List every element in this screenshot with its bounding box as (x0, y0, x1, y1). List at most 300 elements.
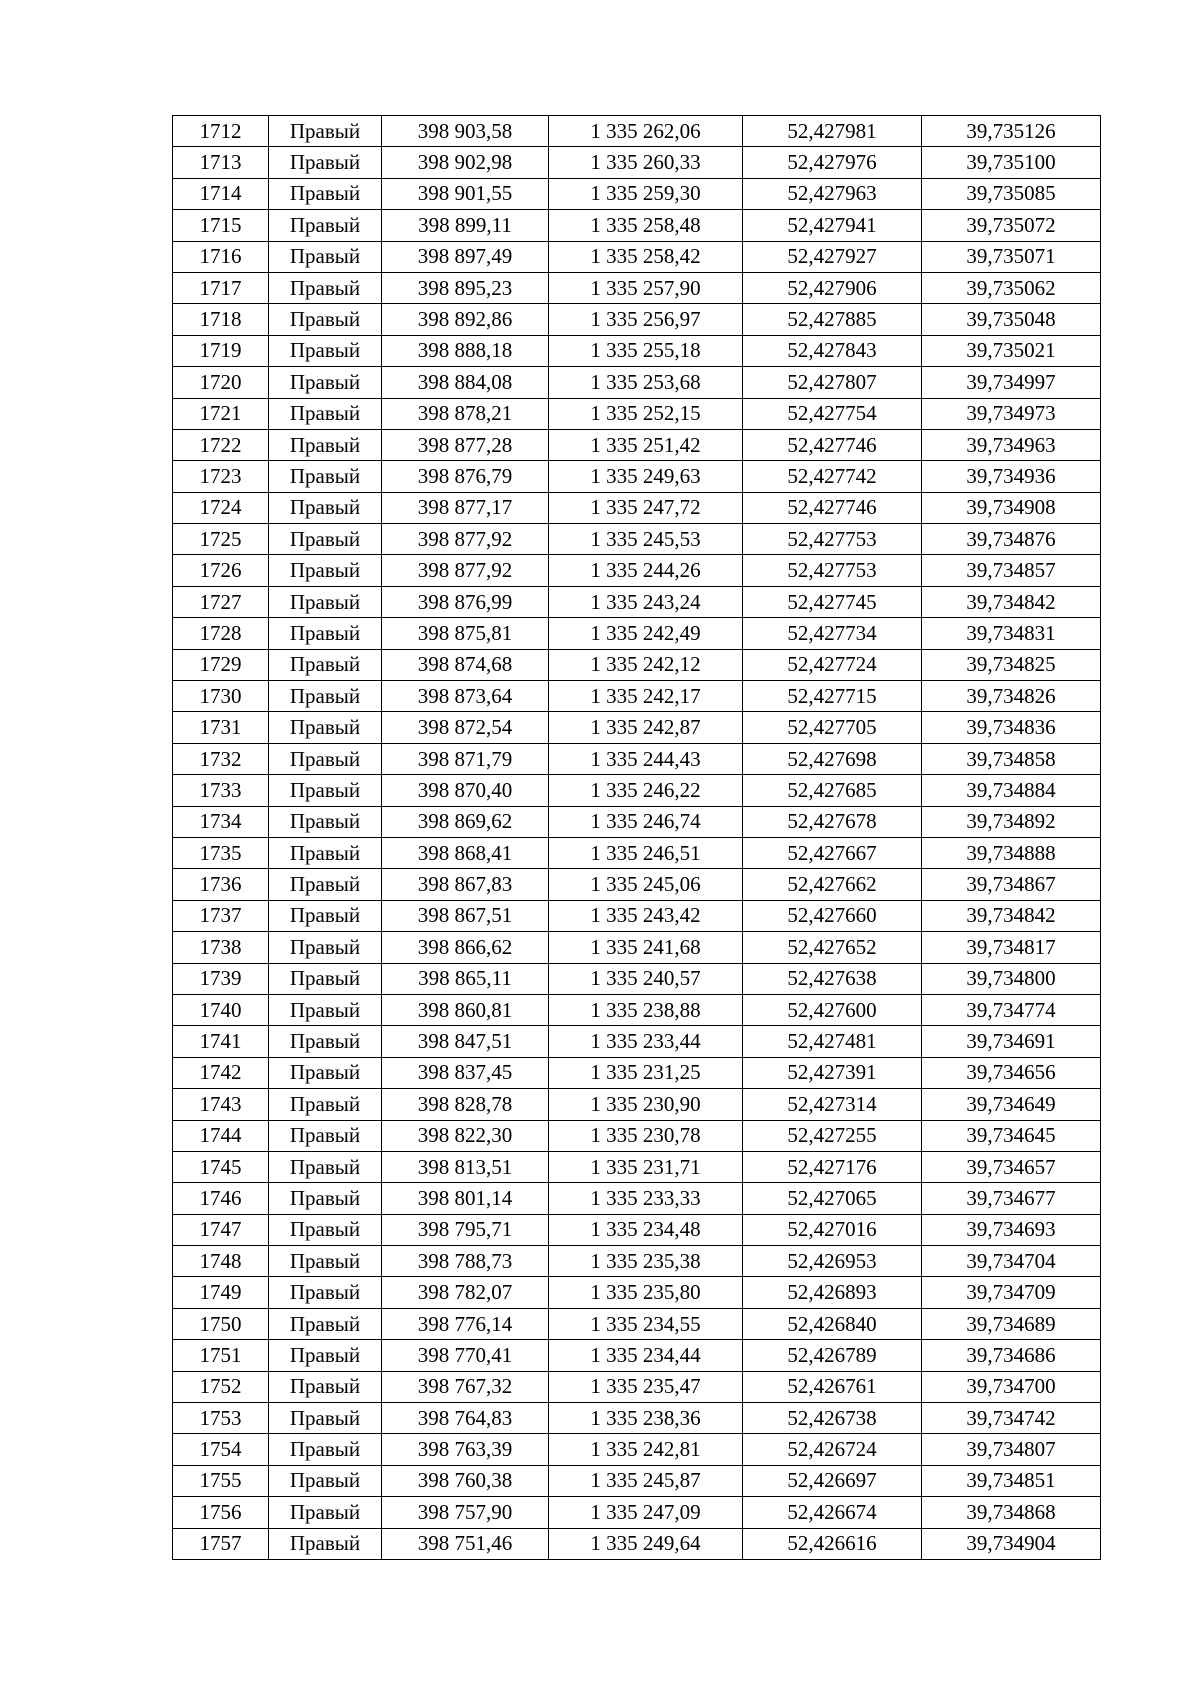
longitude-cell: 39,734689 (922, 1308, 1101, 1339)
latitude-cell: 52,427941 (743, 210, 922, 241)
x-coordinate-cell: 398 888,18 (382, 335, 549, 366)
side-cell: Правый (269, 147, 382, 178)
y-coordinate-cell: 1 335 246,22 (549, 775, 743, 806)
point-number-cell: 1749 (173, 1277, 269, 1308)
latitude-cell: 52,427976 (743, 147, 922, 178)
y-coordinate-cell: 1 335 244,26 (549, 555, 743, 586)
x-coordinate-cell: 398 867,51 (382, 900, 549, 931)
side-cell: Правый (269, 1120, 382, 1151)
longitude-cell: 39,734825 (922, 649, 1101, 680)
table-row (173, 147, 1101, 178)
latitude-cell: 52,427176 (743, 1151, 922, 1182)
longitude-cell: 39,734973 (922, 398, 1101, 429)
table-row (173, 994, 1101, 1025)
side-cell: Правый (269, 116, 382, 147)
x-coordinate-cell: 398 764,83 (382, 1403, 549, 1434)
longitude-cell: 39,734774 (922, 994, 1101, 1025)
longitude-cell: 39,734858 (922, 743, 1101, 774)
table-row (173, 1277, 1101, 1308)
point-number-cell: 1752 (173, 1371, 269, 1402)
table-row (173, 681, 1101, 712)
point-number-cell: 1724 (173, 492, 269, 523)
latitude-cell: 52,426616 (743, 1528, 922, 1559)
point-number-cell: 1729 (173, 649, 269, 680)
x-coordinate-cell: 398 892,86 (382, 304, 549, 335)
table-row (173, 837, 1101, 868)
table-row (173, 1340, 1101, 1371)
longitude-cell: 39,734908 (922, 492, 1101, 523)
side-cell: Правый (269, 1026, 382, 1057)
table-row (173, 743, 1101, 774)
y-coordinate-cell: 1 335 244,43 (549, 743, 743, 774)
longitude-cell: 39,735126 (922, 116, 1101, 147)
table-row (173, 586, 1101, 617)
latitude-cell: 52,427685 (743, 775, 922, 806)
y-coordinate-cell: 1 335 253,68 (549, 367, 743, 398)
x-coordinate-cell: 398 871,79 (382, 743, 549, 774)
side-cell: Правый (269, 272, 382, 303)
y-coordinate-cell: 1 335 233,44 (549, 1026, 743, 1057)
table-row (173, 1465, 1101, 1496)
table-row (173, 524, 1101, 555)
point-number-cell: 1740 (173, 994, 269, 1025)
y-coordinate-cell: 1 335 240,57 (549, 963, 743, 994)
side-cell: Правый (269, 1308, 382, 1339)
table-row (173, 492, 1101, 523)
y-coordinate-cell: 1 335 238,36 (549, 1403, 743, 1434)
latitude-cell: 52,427314 (743, 1089, 922, 1120)
longitude-cell: 39,734677 (922, 1183, 1101, 1214)
x-coordinate-cell: 398 757,90 (382, 1497, 549, 1528)
table-row (173, 1308, 1101, 1339)
point-number-cell: 1731 (173, 712, 269, 743)
point-number-cell: 1730 (173, 681, 269, 712)
side-cell: Правый (269, 1151, 382, 1182)
table-row (173, 1246, 1101, 1277)
table-row (173, 1497, 1101, 1528)
y-coordinate-cell: 1 335 262,06 (549, 116, 743, 147)
latitude-cell: 52,427715 (743, 681, 922, 712)
longitude-cell: 39,734693 (922, 1214, 1101, 1245)
table-row (173, 1183, 1101, 1214)
side-cell: Правый (269, 492, 382, 523)
y-coordinate-cell: 1 335 251,42 (549, 429, 743, 460)
longitude-cell: 39,734800 (922, 963, 1101, 994)
latitude-cell: 52,427660 (743, 900, 922, 931)
table-row (173, 963, 1101, 994)
latitude-cell: 52,426674 (743, 1497, 922, 1528)
side-cell: Правый (269, 1434, 382, 1465)
x-coordinate-cell: 398 751,46 (382, 1528, 549, 1559)
table-row (173, 1371, 1101, 1402)
latitude-cell: 52,427705 (743, 712, 922, 743)
table-row (173, 304, 1101, 335)
table-row (173, 367, 1101, 398)
point-number-cell: 1728 (173, 618, 269, 649)
x-coordinate-cell: 398 877,28 (382, 429, 549, 460)
side-cell: Правый (269, 461, 382, 492)
x-coordinate-cell: 398 867,83 (382, 869, 549, 900)
longitude-cell: 39,734742 (922, 1403, 1101, 1434)
y-coordinate-cell: 1 335 242,81 (549, 1434, 743, 1465)
y-coordinate-cell: 1 335 245,06 (549, 869, 743, 900)
y-coordinate-cell: 1 335 246,74 (549, 806, 743, 837)
y-coordinate-cell: 1 335 260,33 (549, 147, 743, 178)
y-coordinate-cell: 1 335 235,47 (549, 1371, 743, 1402)
latitude-cell: 52,427016 (743, 1214, 922, 1245)
point-number-cell: 1742 (173, 1057, 269, 1088)
point-number-cell: 1741 (173, 1026, 269, 1057)
table-row (173, 335, 1101, 366)
latitude-cell: 52,427754 (743, 398, 922, 429)
longitude-cell: 39,734649 (922, 1089, 1101, 1120)
latitude-cell: 52,427746 (743, 492, 922, 523)
side-cell: Правый (269, 304, 382, 335)
side-cell: Правый (269, 1497, 382, 1528)
table-row (173, 272, 1101, 303)
latitude-cell: 52,427745 (743, 586, 922, 617)
side-cell: Правый (269, 963, 382, 994)
x-coordinate-cell: 398 901,55 (382, 178, 549, 209)
point-number-cell: 1732 (173, 743, 269, 774)
side-cell: Правый (269, 555, 382, 586)
y-coordinate-cell: 1 335 249,64 (549, 1528, 743, 1559)
point-number-cell: 1737 (173, 900, 269, 931)
y-coordinate-cell: 1 335 245,53 (549, 524, 743, 555)
longitude-cell: 39,734831 (922, 618, 1101, 649)
y-coordinate-cell: 1 335 234,44 (549, 1340, 743, 1371)
side-cell: Правый (269, 1089, 382, 1120)
x-coordinate-cell: 398 813,51 (382, 1151, 549, 1182)
point-number-cell: 1739 (173, 963, 269, 994)
y-coordinate-cell: 1 335 252,15 (549, 398, 743, 429)
y-coordinate-cell: 1 335 233,33 (549, 1183, 743, 1214)
x-coordinate-cell: 398 877,92 (382, 555, 549, 586)
latitude-cell: 52,427753 (743, 555, 922, 586)
point-number-cell: 1750 (173, 1308, 269, 1339)
latitude-cell: 52,426953 (743, 1246, 922, 1277)
latitude-cell: 52,427927 (743, 241, 922, 272)
side-cell: Правый (269, 524, 382, 555)
x-coordinate-cell: 398 767,32 (382, 1371, 549, 1402)
point-number-cell: 1713 (173, 147, 269, 178)
y-coordinate-cell: 1 335 258,42 (549, 241, 743, 272)
side-cell: Правый (269, 1403, 382, 1434)
point-number-cell: 1747 (173, 1214, 269, 1245)
longitude-cell: 39,734888 (922, 837, 1101, 868)
x-coordinate-cell: 398 897,49 (382, 241, 549, 272)
y-coordinate-cell: 1 335 235,80 (549, 1277, 743, 1308)
side-cell: Правый (269, 649, 382, 680)
x-coordinate-cell: 398 860,81 (382, 994, 549, 1025)
latitude-cell: 52,427981 (743, 116, 922, 147)
table-row (173, 555, 1101, 586)
latitude-cell: 52,427481 (743, 1026, 922, 1057)
table-row (173, 869, 1101, 900)
latitude-cell: 52,427885 (743, 304, 922, 335)
side-cell: Правый (269, 1246, 382, 1277)
longitude-cell: 39,734857 (922, 555, 1101, 586)
point-number-cell: 1714 (173, 178, 269, 209)
side-cell: Правый (269, 869, 382, 900)
longitude-cell: 39,734904 (922, 1528, 1101, 1559)
y-coordinate-cell: 1 335 242,17 (549, 681, 743, 712)
x-coordinate-cell: 398 770,41 (382, 1340, 549, 1371)
latitude-cell: 52,427724 (743, 649, 922, 680)
side-cell: Правый (269, 210, 382, 241)
x-coordinate-cell: 398 875,81 (382, 618, 549, 649)
y-coordinate-cell: 1 335 256,97 (549, 304, 743, 335)
y-coordinate-cell: 1 335 231,25 (549, 1057, 743, 1088)
latitude-cell: 52,427698 (743, 743, 922, 774)
table-row (173, 1057, 1101, 1088)
y-coordinate-cell: 1 335 258,48 (549, 210, 743, 241)
x-coordinate-cell: 398 873,64 (382, 681, 549, 712)
longitude-cell: 39,734709 (922, 1277, 1101, 1308)
latitude-cell: 52,427742 (743, 461, 922, 492)
table-row (173, 775, 1101, 806)
point-number-cell: 1718 (173, 304, 269, 335)
latitude-cell: 52,426840 (743, 1308, 922, 1339)
x-coordinate-cell: 398 801,14 (382, 1183, 549, 1214)
longitude-cell: 39,734851 (922, 1465, 1101, 1496)
latitude-cell: 52,427662 (743, 869, 922, 900)
x-coordinate-cell: 398 874,68 (382, 649, 549, 680)
point-number-cell: 1736 (173, 869, 269, 900)
y-coordinate-cell: 1 335 243,42 (549, 900, 743, 931)
x-coordinate-cell: 398 876,99 (382, 586, 549, 617)
side-cell: Правый (269, 806, 382, 837)
y-coordinate-cell: 1 335 249,63 (549, 461, 743, 492)
side-cell: Правый (269, 586, 382, 617)
longitude-cell: 39,734807 (922, 1434, 1101, 1465)
x-coordinate-cell: 398 877,92 (382, 524, 549, 555)
point-number-cell: 1721 (173, 398, 269, 429)
side-cell: Правый (269, 1371, 382, 1402)
table-row (173, 806, 1101, 837)
x-coordinate-cell: 398 872,54 (382, 712, 549, 743)
y-coordinate-cell: 1 335 234,55 (549, 1308, 743, 1339)
x-coordinate-cell: 398 869,62 (382, 806, 549, 837)
table-row (173, 398, 1101, 429)
longitude-cell: 39,735021 (922, 335, 1101, 366)
longitude-cell: 39,734892 (922, 806, 1101, 837)
point-number-cell: 1716 (173, 241, 269, 272)
x-coordinate-cell: 398 795,71 (382, 1214, 549, 1245)
point-number-cell: 1756 (173, 1497, 269, 1528)
side-cell: Правый (269, 429, 382, 460)
latitude-cell: 52,426738 (743, 1403, 922, 1434)
y-coordinate-cell: 1 335 257,90 (549, 272, 743, 303)
table-row (173, 1120, 1101, 1151)
latitude-cell: 52,427753 (743, 524, 922, 555)
y-coordinate-cell: 1 335 230,90 (549, 1089, 743, 1120)
y-coordinate-cell: 1 335 242,49 (549, 618, 743, 649)
point-number-cell: 1726 (173, 555, 269, 586)
side-cell: Правый (269, 1214, 382, 1245)
longitude-cell: 39,734691 (922, 1026, 1101, 1057)
y-coordinate-cell: 1 335 247,09 (549, 1497, 743, 1528)
latitude-cell: 52,427638 (743, 963, 922, 994)
longitude-cell: 39,734836 (922, 712, 1101, 743)
latitude-cell: 52,427746 (743, 429, 922, 460)
point-number-cell: 1754 (173, 1434, 269, 1465)
side-cell: Правый (269, 367, 382, 398)
point-number-cell: 1738 (173, 932, 269, 963)
x-coordinate-cell: 398 788,73 (382, 1246, 549, 1277)
y-coordinate-cell: 1 335 259,30 (549, 178, 743, 209)
point-number-cell: 1720 (173, 367, 269, 398)
longitude-cell: 39,734963 (922, 429, 1101, 460)
point-number-cell: 1735 (173, 837, 269, 868)
table-row (173, 1403, 1101, 1434)
table-row (173, 1089, 1101, 1120)
table-row (173, 429, 1101, 460)
table-row (173, 116, 1101, 147)
x-coordinate-cell: 398 868,41 (382, 837, 549, 868)
y-coordinate-cell: 1 335 234,48 (549, 1214, 743, 1245)
longitude-cell: 39,734884 (922, 775, 1101, 806)
y-coordinate-cell: 1 335 231,71 (549, 1151, 743, 1182)
table-row (173, 1026, 1101, 1057)
point-number-cell: 1743 (173, 1089, 269, 1120)
point-number-cell: 1746 (173, 1183, 269, 1214)
side-cell: Правый (269, 1277, 382, 1308)
x-coordinate-cell: 398 884,08 (382, 367, 549, 398)
latitude-cell: 52,426789 (743, 1340, 922, 1371)
side-cell: Правый (269, 1183, 382, 1214)
x-coordinate-cell: 398 903,58 (382, 116, 549, 147)
longitude-cell: 39,734936 (922, 461, 1101, 492)
y-coordinate-cell: 1 335 241,68 (549, 932, 743, 963)
x-coordinate-cell: 398 876,79 (382, 461, 549, 492)
latitude-cell: 52,427678 (743, 806, 922, 837)
coordinates-table (172, 115, 1101, 1560)
side-cell: Правый (269, 398, 382, 429)
side-cell: Правый (269, 932, 382, 963)
x-coordinate-cell: 398 828,78 (382, 1089, 549, 1120)
x-coordinate-cell: 398 877,17 (382, 492, 549, 523)
point-number-cell: 1734 (173, 806, 269, 837)
longitude-cell: 39,735072 (922, 210, 1101, 241)
x-coordinate-cell: 398 866,62 (382, 932, 549, 963)
point-number-cell: 1748 (173, 1246, 269, 1277)
longitude-cell: 39,734868 (922, 1497, 1101, 1528)
x-coordinate-cell: 398 902,98 (382, 147, 549, 178)
latitude-cell: 52,427963 (743, 178, 922, 209)
side-cell: Правый (269, 837, 382, 868)
x-coordinate-cell: 398 878,21 (382, 398, 549, 429)
y-coordinate-cell: 1 335 238,88 (549, 994, 743, 1025)
table-row (173, 932, 1101, 963)
point-number-cell: 1753 (173, 1403, 269, 1434)
latitude-cell: 52,427906 (743, 272, 922, 303)
side-cell: Правый (269, 681, 382, 712)
side-cell: Правый (269, 1528, 382, 1559)
point-number-cell: 1744 (173, 1120, 269, 1151)
x-coordinate-cell: 398 760,38 (382, 1465, 549, 1496)
latitude-cell: 52,427391 (743, 1057, 922, 1088)
table-row (173, 1151, 1101, 1182)
x-coordinate-cell: 398 763,39 (382, 1434, 549, 1465)
x-coordinate-cell: 398 870,40 (382, 775, 549, 806)
table-row (173, 1434, 1101, 1465)
side-cell: Правый (269, 900, 382, 931)
side-cell: Правый (269, 1057, 382, 1088)
latitude-cell: 52,427843 (743, 335, 922, 366)
latitude-cell: 52,427667 (743, 837, 922, 868)
latitude-cell: 52,427600 (743, 994, 922, 1025)
point-number-cell: 1727 (173, 586, 269, 617)
table-row (173, 178, 1101, 209)
y-coordinate-cell: 1 335 230,78 (549, 1120, 743, 1151)
x-coordinate-cell: 398 895,23 (382, 272, 549, 303)
x-coordinate-cell: 398 776,14 (382, 1308, 549, 1339)
x-coordinate-cell: 398 837,45 (382, 1057, 549, 1088)
longitude-cell: 39,734876 (922, 524, 1101, 555)
longitude-cell: 39,734842 (922, 900, 1101, 931)
point-number-cell: 1755 (173, 1465, 269, 1496)
latitude-cell: 52,427734 (743, 618, 922, 649)
longitude-cell: 39,734657 (922, 1151, 1101, 1182)
point-number-cell: 1722 (173, 429, 269, 460)
point-number-cell: 1725 (173, 524, 269, 555)
table-row (173, 241, 1101, 272)
y-coordinate-cell: 1 335 242,87 (549, 712, 743, 743)
coordinates-table-body (173, 116, 1101, 1560)
side-cell: Правый (269, 1340, 382, 1371)
longitude-cell: 39,735062 (922, 272, 1101, 303)
longitude-cell: 39,735100 (922, 147, 1101, 178)
point-number-cell: 1715 (173, 210, 269, 241)
latitude-cell: 52,427652 (743, 932, 922, 963)
longitude-cell: 39,735048 (922, 304, 1101, 335)
table-row (173, 210, 1101, 241)
longitude-cell: 39,735071 (922, 241, 1101, 272)
x-coordinate-cell: 398 822,30 (382, 1120, 549, 1151)
x-coordinate-cell: 398 899,11 (382, 210, 549, 241)
table-row (173, 900, 1101, 931)
latitude-cell: 52,427807 (743, 367, 922, 398)
point-number-cell: 1717 (173, 272, 269, 303)
longitude-cell: 39,734704 (922, 1246, 1101, 1277)
y-coordinate-cell: 1 335 242,12 (549, 649, 743, 680)
point-number-cell: 1745 (173, 1151, 269, 1182)
longitude-cell: 39,734686 (922, 1340, 1101, 1371)
point-number-cell: 1712 (173, 116, 269, 147)
longitude-cell: 39,734656 (922, 1057, 1101, 1088)
longitude-cell: 39,734842 (922, 586, 1101, 617)
side-cell: Правый (269, 241, 382, 272)
side-cell: Правый (269, 335, 382, 366)
side-cell: Правый (269, 618, 382, 649)
latitude-cell: 52,426893 (743, 1277, 922, 1308)
table-row (173, 1214, 1101, 1245)
latitude-cell: 52,426724 (743, 1434, 922, 1465)
y-coordinate-cell: 1 335 246,51 (549, 837, 743, 868)
y-coordinate-cell: 1 335 235,38 (549, 1246, 743, 1277)
point-number-cell: 1723 (173, 461, 269, 492)
longitude-cell: 39,734817 (922, 932, 1101, 963)
y-coordinate-cell: 1 335 247,72 (549, 492, 743, 523)
table-row (173, 712, 1101, 743)
x-coordinate-cell: 398 782,07 (382, 1277, 549, 1308)
latitude-cell: 52,426761 (743, 1371, 922, 1402)
side-cell: Правый (269, 178, 382, 209)
longitude-cell: 39,735085 (922, 178, 1101, 209)
point-number-cell: 1719 (173, 335, 269, 366)
latitude-cell: 52,427065 (743, 1183, 922, 1214)
